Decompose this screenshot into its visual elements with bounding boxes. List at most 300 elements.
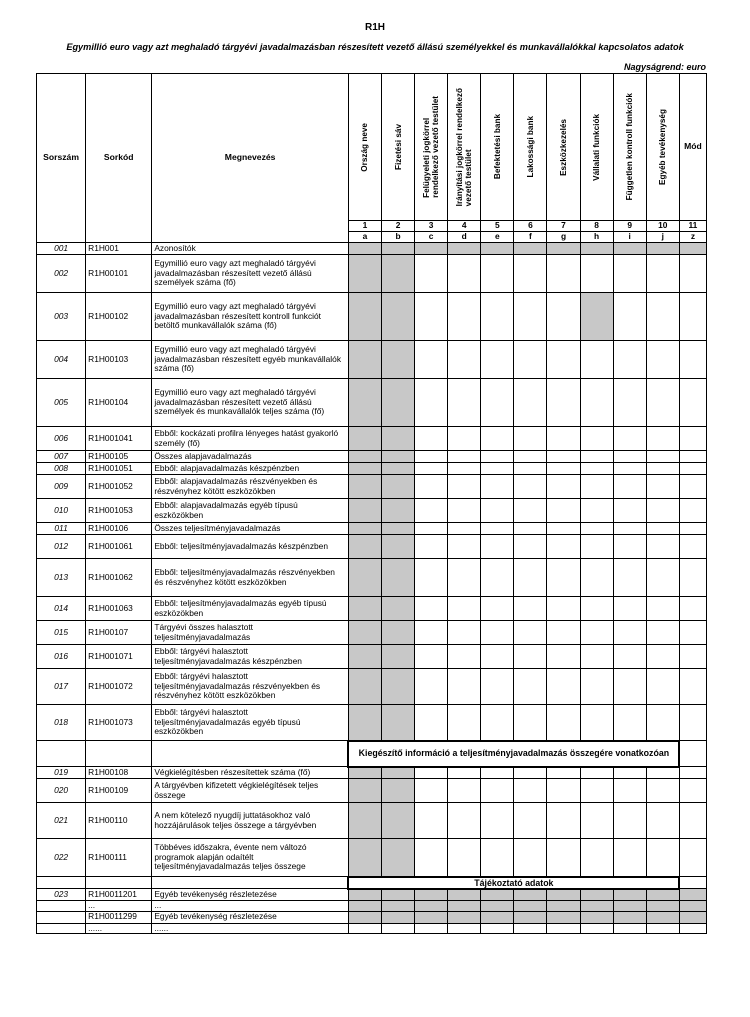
header-col-label: Fizetési sáv (393, 124, 403, 170)
data-cell[interactable] (613, 597, 646, 621)
data-cell[interactable] (547, 255, 580, 293)
data-cell[interactable] (481, 475, 514, 499)
data-cell[interactable] (613, 255, 646, 293)
data-cell[interactable] (547, 463, 580, 475)
data-cell[interactable] (481, 451, 514, 463)
header-col-4 (448, 74, 481, 221)
row-sorszam: 001 (37, 243, 86, 255)
data-cell[interactable] (415, 645, 448, 669)
data-cell[interactable] (547, 767, 580, 779)
data-cell[interactable] (679, 621, 706, 645)
data-cell[interactable] (679, 839, 706, 877)
data-cell[interactable] (448, 499, 481, 523)
data-cell[interactable] (646, 341, 679, 379)
header-col-label: Vállalati funkciók (592, 113, 602, 181)
unit-label: Nagyságrend: euro (623, 62, 706, 72)
data-cell[interactable] (547, 535, 580, 559)
data-cell[interactable] (514, 523, 547, 535)
data-cell[interactable] (415, 523, 448, 535)
data-cell[interactable] (679, 645, 706, 669)
data-cell[interactable] (547, 645, 580, 669)
data-cell[interactable] (547, 705, 580, 741)
header-col-1 (348, 74, 381, 221)
data-cell[interactable] (448, 559, 481, 597)
data-cell[interactable] (415, 803, 448, 839)
row-sorkod: R1H00107 (86, 621, 152, 645)
data-cell[interactable] (448, 923, 481, 934)
data-cell[interactable] (514, 463, 547, 475)
data-cell[interactable] (415, 669, 448, 705)
data-cell[interactable] (481, 293, 514, 341)
data-cell[interactable] (382, 923, 415, 934)
data-cell (348, 451, 381, 463)
data-cell[interactable] (547, 499, 580, 523)
table-row (37, 839, 707, 877)
data-cell[interactable] (514, 779, 547, 803)
data-cell[interactable] (613, 451, 646, 463)
row-sorszam: 007 (37, 451, 86, 463)
data-cell[interactable] (580, 451, 613, 463)
table-row (37, 379, 707, 427)
row-megnevezes: Ebből: alapjavadalmazás egyéb típusú eszközökben (152, 499, 349, 523)
data-cell[interactable] (646, 523, 679, 535)
data-cell[interactable] (448, 293, 481, 341)
data-cell (382, 427, 415, 451)
data-cell[interactable] (514, 705, 547, 741)
data-cell (646, 243, 679, 255)
data-cell[interactable] (481, 427, 514, 451)
data-cell (348, 293, 381, 341)
row-sorkod: R1H001061 (86, 535, 152, 559)
data-cell[interactable] (547, 621, 580, 645)
data-cell[interactable] (646, 779, 679, 803)
data-cell[interactable] (415, 559, 448, 597)
data-cell[interactable] (580, 705, 613, 741)
data-cell[interactable] (514, 341, 547, 379)
column-number: 8 (580, 221, 613, 232)
data-cell[interactable] (646, 645, 679, 669)
data-cell[interactable] (448, 669, 481, 705)
data-cell[interactable] (481, 379, 514, 427)
row-megnevezes: ...... (152, 923, 349, 934)
data-cell (348, 475, 381, 499)
data-cell (382, 803, 415, 839)
data-cell[interactable] (415, 255, 448, 293)
row-megnevezes: Egyéb tevékenység részletezése (152, 889, 349, 901)
data-cell[interactable] (415, 499, 448, 523)
data-cell[interactable] (679, 803, 706, 839)
data-cell (348, 889, 381, 901)
data-cell[interactable] (679, 427, 706, 451)
data-cell[interactable] (646, 451, 679, 463)
data-cell (382, 779, 415, 803)
data-cell[interactable] (646, 705, 679, 741)
data-cell[interactable] (448, 803, 481, 839)
data-cell[interactable] (481, 669, 514, 705)
data-cell (348, 427, 381, 451)
data-cell[interactable] (646, 535, 679, 559)
row-sorszam: 003 (37, 293, 86, 341)
data-cell[interactable] (613, 923, 646, 934)
data-cell (382, 243, 415, 255)
data-cell[interactable] (514, 645, 547, 669)
data-cell[interactable] (448, 535, 481, 559)
data-cell[interactable] (646, 923, 679, 934)
data-cell[interactable] (580, 923, 613, 934)
data-cell[interactable] (514, 597, 547, 621)
data-cell[interactable] (514, 379, 547, 427)
row-sorkod: ... (86, 901, 152, 912)
data-cell[interactable] (646, 669, 679, 705)
data-cell[interactable] (415, 475, 448, 499)
row-megnevezes: ... (152, 901, 349, 912)
row-sorkod: R1H00101 (86, 255, 152, 293)
data-cell[interactable] (646, 427, 679, 451)
data-cell[interactable] (448, 621, 481, 645)
data-cell[interactable] (481, 341, 514, 379)
data-cell[interactable] (448, 839, 481, 877)
data-cell[interactable] (613, 427, 646, 451)
data-cell[interactable] (448, 379, 481, 427)
data-cell[interactable] (580, 379, 613, 427)
data-cell[interactable] (580, 255, 613, 293)
data-cell[interactable] (580, 535, 613, 559)
data-cell (348, 705, 381, 741)
data-cell[interactable] (679, 669, 706, 705)
data-cell[interactable] (448, 451, 481, 463)
table-row (37, 475, 707, 499)
data-cell[interactable] (415, 779, 448, 803)
data-cell[interactable] (415, 705, 448, 741)
row-megnevezes: Ebből: alapjavadalmazás részvényekben és részvényhez kötött eszközökben (152, 475, 349, 499)
data-cell[interactable] (448, 705, 481, 741)
data-cell[interactable] (580, 463, 613, 475)
data-cell (382, 669, 415, 705)
data-cell[interactable] (448, 597, 481, 621)
data-cell[interactable] (448, 475, 481, 499)
data-cell[interactable] (481, 597, 514, 621)
data-cell (514, 889, 547, 901)
table-row (37, 889, 707, 901)
data-cell (646, 889, 679, 901)
row-sorkod: R1H001052 (86, 475, 152, 499)
data-cell[interactable] (481, 779, 514, 803)
data-cell (448, 889, 481, 901)
data-cell[interactable] (679, 535, 706, 559)
data-cell[interactable] (613, 559, 646, 597)
data-cell[interactable] (415, 451, 448, 463)
row-megnevezes: Végkielégítésben részesítettek száma (fő) (152, 767, 349, 779)
data-cell[interactable] (613, 621, 646, 645)
data-cell[interactable] (679, 475, 706, 499)
data-cell[interactable] (679, 341, 706, 379)
data-cell[interactable] (679, 379, 706, 427)
data-cell (415, 911, 448, 923)
data-cell[interactable] (547, 839, 580, 877)
data-cell[interactable] (415, 427, 448, 451)
data-cell[interactable] (547, 559, 580, 597)
data-cell[interactable] (448, 767, 481, 779)
data-cell[interactable] (679, 597, 706, 621)
data-cell[interactable] (481, 839, 514, 877)
data-cell (613, 901, 646, 912)
data-cell[interactable] (481, 923, 514, 934)
data-cell[interactable] (481, 523, 514, 535)
column-number: 9 (613, 221, 646, 232)
data-cell[interactable] (448, 463, 481, 475)
data-cell[interactable] (415, 839, 448, 877)
data-cell[interactable] (547, 379, 580, 427)
data-cell[interactable] (646, 839, 679, 877)
data-cell[interactable] (580, 767, 613, 779)
data-cell[interactable] (547, 669, 580, 705)
data-cell[interactable] (415, 379, 448, 427)
row-sorkod: R1H00103 (86, 341, 152, 379)
data-cell[interactable] (646, 803, 679, 839)
data-cell[interactable] (646, 475, 679, 499)
data-cell[interactable] (679, 255, 706, 293)
data-cell[interactable] (547, 523, 580, 535)
data-cell[interactable] (613, 463, 646, 475)
data-cell (613, 911, 646, 923)
data-cell[interactable] (679, 523, 706, 535)
data-cell[interactable] (514, 767, 547, 779)
data-cell[interactable] (415, 341, 448, 379)
data-cell[interactable] (679, 451, 706, 463)
data-cell[interactable] (547, 341, 580, 379)
row-megnevezes: Ebből: kockázati profilra lényeges hatást gyakorló személy (fő) (152, 427, 349, 451)
data-cell (547, 901, 580, 912)
data-cell[interactable] (547, 427, 580, 451)
row-sorkod: R1H001 (86, 243, 152, 255)
data-cell[interactable] (448, 523, 481, 535)
data-cell[interactable] (679, 779, 706, 803)
empty-cell (679, 741, 706, 767)
data-cell[interactable] (580, 559, 613, 597)
data-cell[interactable] (613, 669, 646, 705)
data-cell[interactable] (547, 475, 580, 499)
data-cell (382, 705, 415, 741)
data-cell[interactable] (580, 645, 613, 669)
column-number: 5 (481, 221, 514, 232)
data-cell (348, 597, 381, 621)
data-cell[interactable] (415, 535, 448, 559)
data-cell[interactable] (415, 293, 448, 341)
column-letter: j (646, 232, 679, 243)
row-megnevezes: A nem kötelező nyugdíj juttatásokhoz való hozzájárulások teljes összege a tárgyévben (152, 803, 349, 839)
form-code: R1H (364, 22, 385, 33)
data-cell[interactable] (580, 803, 613, 839)
row-sorszam: 013 (37, 559, 86, 597)
data-cell[interactable] (481, 803, 514, 839)
data-cell[interactable] (679, 559, 706, 597)
data-cell[interactable] (646, 621, 679, 645)
data-cell[interactable] (547, 779, 580, 803)
header-col-5 (481, 74, 514, 221)
data-cell[interactable] (646, 499, 679, 523)
data-cell[interactable] (580, 523, 613, 535)
data-cell[interactable] (514, 293, 547, 341)
data-cell[interactable] (613, 645, 646, 669)
row-megnevezes: Egymillió euro vagy azt meghaladó tárgyévi javadalmazásban részesített vezető állású személyek száma (fő) (152, 255, 349, 293)
data-cell (415, 243, 448, 255)
data-cell[interactable] (613, 523, 646, 535)
data-cell[interactable] (448, 645, 481, 669)
data-cell[interactable] (415, 621, 448, 645)
empty-cell (37, 741, 86, 767)
data-cell (382, 597, 415, 621)
data-cell[interactable] (547, 597, 580, 621)
column-number: 7 (547, 221, 580, 232)
data-cell[interactable] (514, 803, 547, 839)
row-sorszam: 008 (37, 463, 86, 475)
data-cell[interactable] (580, 597, 613, 621)
data-cell[interactable] (415, 597, 448, 621)
row-sorkod: R1H00106 (86, 523, 152, 535)
form-title: Egymillió euro vagy azt meghaladó tárgyévi javadalmazásban részesített vezető állású személyekkel és munkavállalókkal kapcsolatos adatok (66, 42, 684, 52)
data-cell[interactable] (547, 451, 580, 463)
data-cell[interactable] (514, 451, 547, 463)
data-cell[interactable] (415, 923, 448, 934)
data-cell[interactable] (646, 767, 679, 779)
data-cell[interactable] (514, 923, 547, 934)
header-col-7 (547, 74, 580, 221)
data-cell[interactable] (580, 669, 613, 705)
table-row (37, 255, 707, 293)
row-sorszam (37, 923, 86, 934)
data-cell[interactable] (415, 767, 448, 779)
header-col-label: Eszközkezelés (559, 118, 568, 176)
row-sorkod: R1H00105 (86, 451, 152, 463)
data-cell[interactable] (415, 463, 448, 475)
data-cell[interactable] (481, 463, 514, 475)
row-sorszam: 004 (37, 341, 86, 379)
data-cell[interactable] (481, 767, 514, 779)
row-sorkod: R1H001053 (86, 499, 152, 523)
data-cell (547, 889, 580, 901)
data-cell[interactable] (613, 779, 646, 803)
data-cell[interactable] (580, 621, 613, 645)
data-cell[interactable] (580, 427, 613, 451)
data-cell (514, 243, 547, 255)
data-cell[interactable] (514, 535, 547, 559)
row-megnevezes: Ebből: alapjavadalmazás készpénzben (152, 463, 349, 475)
data-cell (646, 911, 679, 923)
data-cell[interactable] (613, 499, 646, 523)
data-cell[interactable] (481, 255, 514, 293)
data-cell[interactable] (613, 341, 646, 379)
row-sorszam: 016 (37, 645, 86, 669)
header-col-label: Befektetési bank (492, 114, 502, 180)
data-cell[interactable] (481, 621, 514, 645)
data-cell[interactable] (613, 839, 646, 877)
data-cell[interactable] (481, 705, 514, 741)
data-cell (348, 767, 381, 779)
data-cell (448, 243, 481, 255)
data-cell[interactable] (679, 499, 706, 523)
data-cell[interactable] (613, 379, 646, 427)
data-cell[interactable] (580, 499, 613, 523)
data-cell[interactable] (613, 705, 646, 741)
data-cell[interactable] (580, 341, 613, 379)
data-cell[interactable] (481, 559, 514, 597)
data-cell[interactable] (514, 255, 547, 293)
data-cell[interactable] (646, 379, 679, 427)
data-cell[interactable] (514, 499, 547, 523)
data-cell (481, 911, 514, 923)
row-sorszam: 018 (37, 705, 86, 741)
data-cell (481, 889, 514, 901)
data-cell[interactable] (514, 839, 547, 877)
data-cell[interactable] (580, 779, 613, 803)
data-cell[interactable] (613, 293, 646, 341)
data-cell (382, 379, 415, 427)
data-cell[interactable] (481, 645, 514, 669)
row-sorszam: 022 (37, 839, 86, 877)
data-cell[interactable] (679, 923, 706, 934)
data-cell[interactable] (448, 341, 481, 379)
data-cell[interactable] (679, 463, 706, 475)
data-cell[interactable] (646, 293, 679, 341)
data-cell (348, 803, 381, 839)
table-row (37, 901, 707, 912)
data-cell[interactable] (646, 463, 679, 475)
data-cell[interactable] (514, 475, 547, 499)
data-cell[interactable] (679, 767, 706, 779)
data-cell (382, 499, 415, 523)
table-row (37, 767, 707, 779)
data-cell[interactable] (613, 475, 646, 499)
data-cell (613, 243, 646, 255)
data-cell[interactable] (613, 535, 646, 559)
data-cell[interactable] (679, 293, 706, 341)
data-cell[interactable] (679, 705, 706, 741)
empty-cell (679, 877, 706, 889)
data-cell (348, 645, 381, 669)
row-megnevezes: Ebből: teljesítményjavadalmazás készpénzben (152, 535, 349, 559)
data-cell[interactable] (481, 535, 514, 559)
data-cell (348, 535, 381, 559)
data-cell (382, 463, 415, 475)
data-cell[interactable] (580, 839, 613, 877)
row-megnevezes: Tárgyévi összes halasztott teljesítményjavadalmazás (152, 621, 349, 645)
data-cell[interactable] (514, 559, 547, 597)
data-cell[interactable] (580, 475, 613, 499)
data-cell (448, 901, 481, 912)
row-sorszam: 019 (37, 767, 86, 779)
data-cell[interactable] (547, 293, 580, 341)
empty-cell (152, 741, 349, 767)
data-cell[interactable] (448, 427, 481, 451)
data-cell[interactable] (514, 621, 547, 645)
data-cell[interactable] (514, 669, 547, 705)
data-cell[interactable] (547, 803, 580, 839)
data-cell[interactable] (547, 923, 580, 934)
data-cell (679, 911, 706, 923)
row-sorkod: R1H00110 (86, 803, 152, 839)
data-cell[interactable] (514, 427, 547, 451)
data-cell[interactable] (481, 499, 514, 523)
data-cell[interactable] (646, 597, 679, 621)
data-cell[interactable] (613, 767, 646, 779)
data-cell[interactable] (348, 923, 381, 934)
data-cell[interactable] (613, 803, 646, 839)
data-cell[interactable] (646, 255, 679, 293)
data-cell[interactable] (448, 255, 481, 293)
data-cell (415, 889, 448, 901)
data-cell[interactable] (646, 559, 679, 597)
data-cell[interactable] (448, 779, 481, 803)
